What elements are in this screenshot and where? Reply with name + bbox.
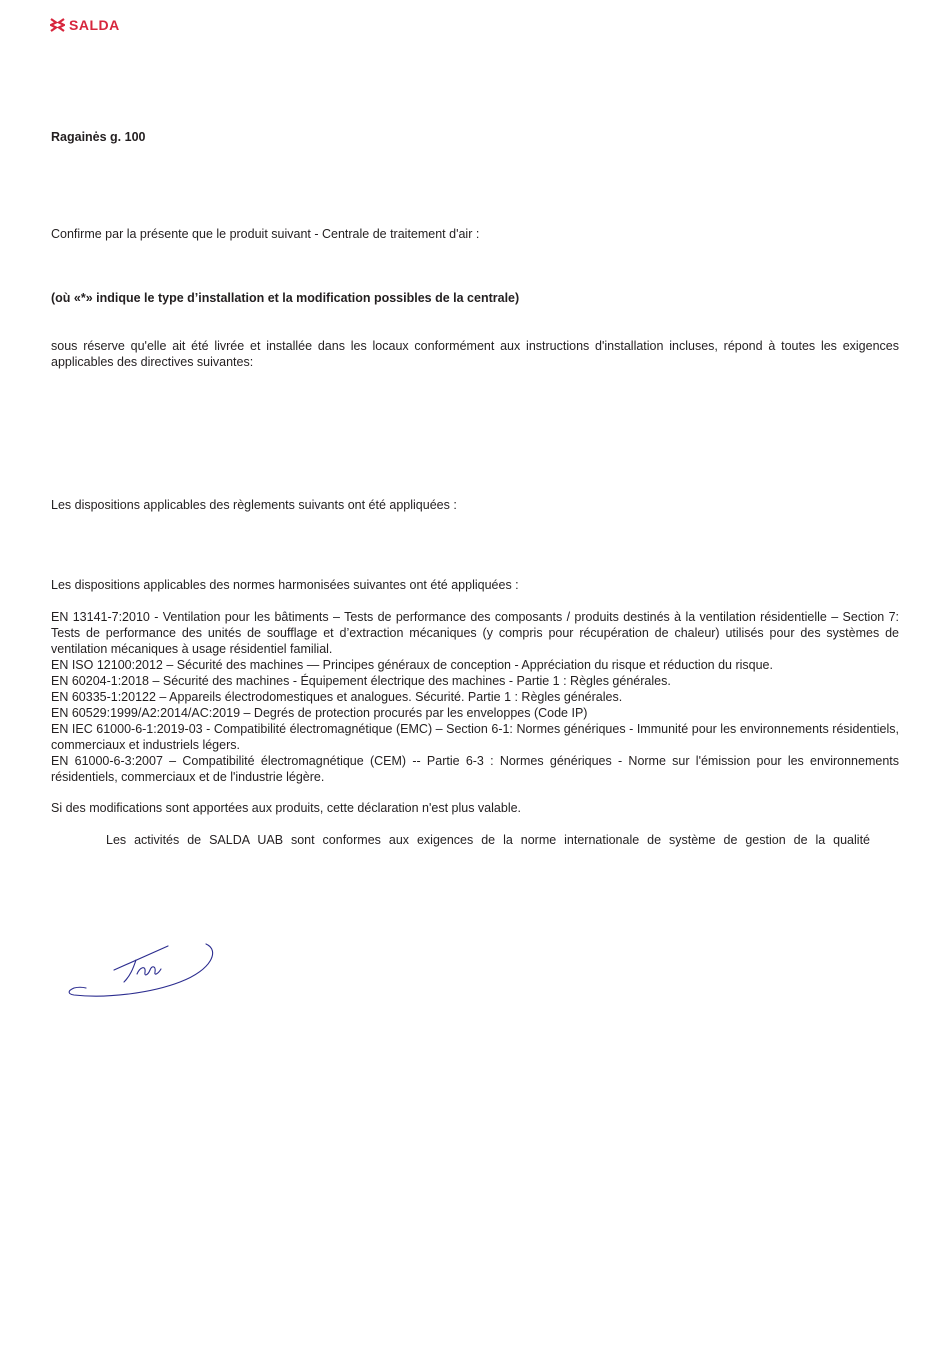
standard-item: EN 61000-6-3:2007 – Compatibilité électromagnétique (CEM) -- Partie 6-3 : Normes génériques - Norme sur l'émission pour les environnements résidentiels, commerciaux et de l'industrie légère. [51, 754, 899, 784]
standards-list [51, 609, 899, 785]
iso-paragraph: Les activités de SALDA UAB sont conformes aux exigences de la norme internationale de système de gestion de la qualité [106, 833, 870, 847]
confirm-paragraph: Confirme par la présente que le produit suivant - Centrale de traitement d'air : [51, 227, 480, 241]
logo-text: SALDA [69, 17, 120, 33]
standard-item: EN 13141-7:2010 - Ventilation pour les bâtiments – Tests de performance des composants / produits destinés à la ventilation résidentielle – Section 7: Tests de performance des unités de soufflage et d’extraction mécaniques (y compris pour récupération de chaleur) utilisés pour des systèmes de ventilation mécaniques à usage résidentiel familial. [51, 610, 899, 656]
modification-notice: Si des modifications sont apportées aux produits, cette déclaration n'est plus valable. [51, 801, 522, 815]
standards-intro: Les dispositions applicables des normes harmonisées suivantes ont été appliquées : [51, 578, 519, 592]
salda-logo [50, 16, 120, 34]
regulations-paragraph: Les dispositions applicables des règlements suivants ont été appliquées : [51, 498, 457, 512]
salda-logo-icon [50, 18, 65, 32]
standard-item: EN 60335-1:20122 – Appareils électrodomestiques et analogues. Sécurité. Partie 1 : Règles générales. [51, 690, 623, 704]
standard-item: EN ISO 12100:2012 – Sécurité des machines — Principes généraux de conception - Appréciation du risque et réduction du risque. [51, 658, 773, 672]
signature [62, 938, 224, 1004]
conditions-paragraph: sous réserve qu'elle ait été livrée et installée dans les locaux conformément aux instructions d'installation incluses, répond à toutes les exigences applicables des directives suivantes: [51, 339, 899, 369]
company-address: Ragainės g. 100 [51, 130, 146, 144]
standard-item: EN 60204-1:2018 – Sécurité des machines - Équipement électrique des machines - Partie 1 : Règles générales. [51, 674, 671, 688]
standard-item: EN 60529:1999/A2:2014/AC:2019 – Degrés de protection procurés par les enveloppes (Code IP) [51, 706, 588, 720]
installation-note: (où «*» indique le type d’installation et la modification possibles de la centrale) [51, 291, 520, 305]
standard-item: EN IEC 61000-6-1:2019-03 - Compatibilité électromagnétique (EMC) – Section 6-1: Normes génériques - Immunité pour les environnements résidentiels, commerciaux et industriels légers. [51, 722, 899, 752]
